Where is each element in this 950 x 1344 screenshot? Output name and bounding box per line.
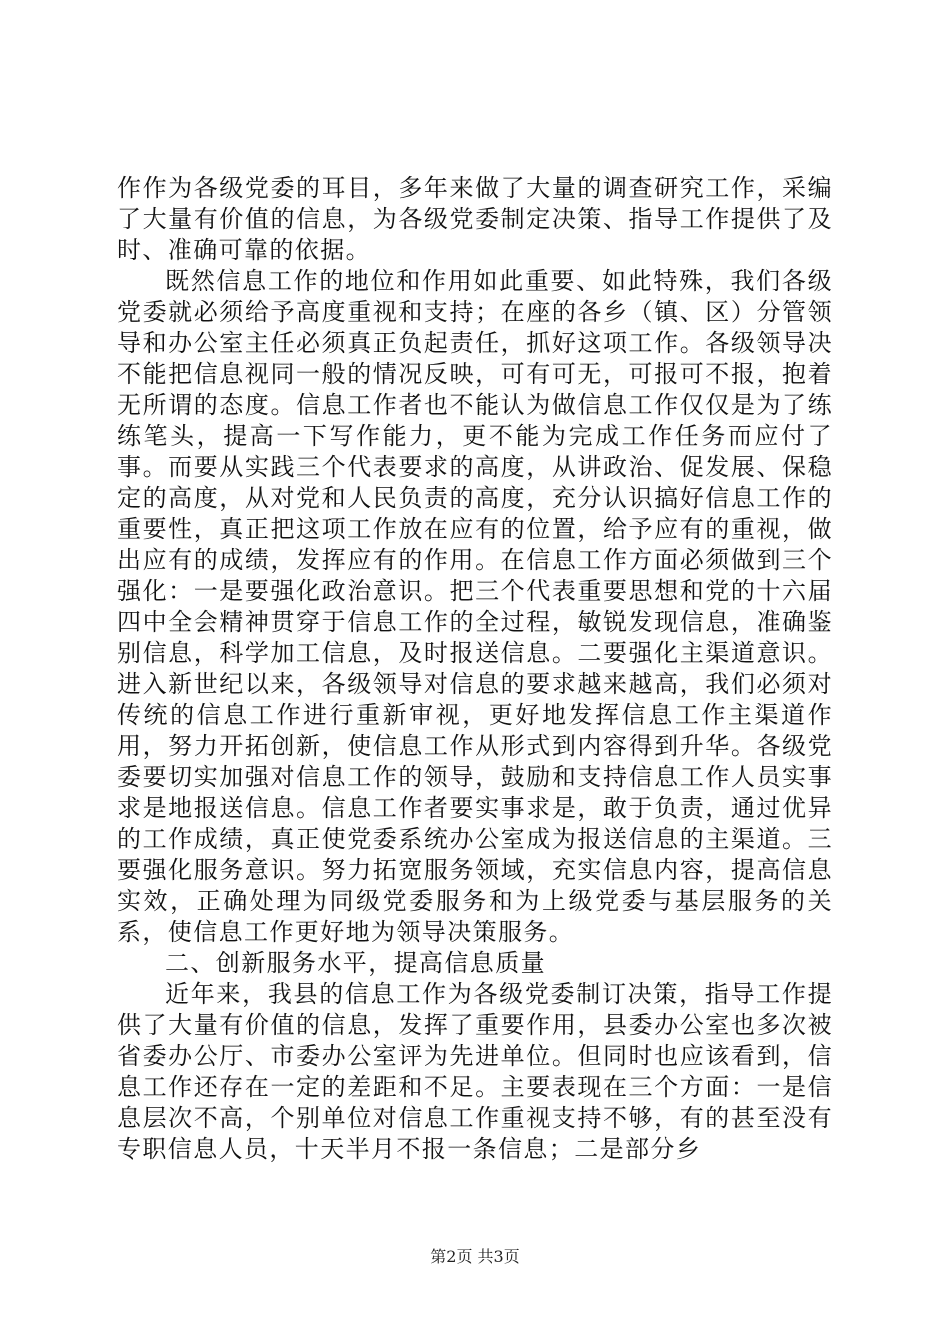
document-body (117, 173, 833, 1165)
paragraph-recent-years: 近年来，我县的信息工作为各级党委制订决策，指导工作提供了大量有价值的信息，发挥了重要作用，县委办公室也多次被省委办公厅、市委办公室评为先进单位。但同时也应该看到，信息工作还存在一定的差距和不足。主要表现在三个方面：一是信息层次不高，个别单位对信息工作重视支持不够，有的甚至没有专职信息人员，十天半月不报一条信息；二是部分乡 (117, 980, 833, 1163)
section-heading: 二、创新服务水平，提高信息质量 (165, 949, 546, 977)
paragraph-continuation: 作作为各级党委的耳目，多年来做了大量的调查研究工作，采编了大量有价值的信息，为各级党委制定决策、指导工作提供了及时、准确可靠的依据。 (117, 174, 833, 264)
page-footer: 第2页 共3页 (430, 1247, 520, 1266)
paragraph-importance: 既然信息工作的地位和作用如此重要、如此特殊，我们各级党委就必须给予高度重视和支持；在座的各乡（镇、区）分管领导和办公室主任必须真正负起责任，抓好这项工作。各级领导决不能把信息视同一般的情况反映，可有可无，可报可不报，抱着无所谓的态度。信息工作者也不能认为做信息工作仅仅是为了练练笔头，提高一下写作能力，更不能为完成工作任务而应付了事。而要从实践三个代表要求的高度，从讲政治、促发展、保稳定的高度，从对党和人民负责的高度，充分认识搞好信息工作的重要性，真正把这项工作放在应有的位置，给予应有的重视，做出应有的成绩，发挥应有的作用。在信息工作方面必须做到三个强化：一是要强化政治意识。把三个代表重要思想和党的十六届四中全会精神贯穿于信息工作的全过程，敏锐发现信息，准确鉴别信息，科学加工信息，及时报送信息。二要强化主渠道意识。进入新世纪以来，各级领导对信息的要求越来越高，我们必须对传统的信息工作进行重新审视，更好地发挥信息工作主渠道作用，努力开拓创新，使信息工作从形式到内容得到升华。各级党委要切实加强对信息工作的领导，鼓励和支持信息工作人员实事求是地报送信息。信息工作者要实事求是，敢于负责，通过优异的工作成绩，真正使党委系统办公室成为报送信息的主渠道。三要强化服务意识。努力拓宽服务领域，充实信息内容，提高信息实效，正确处理为同级党委服务和为上级党委与基层服务的关系，使信息工作更好地为领导决策服务。 (117, 267, 833, 946)
